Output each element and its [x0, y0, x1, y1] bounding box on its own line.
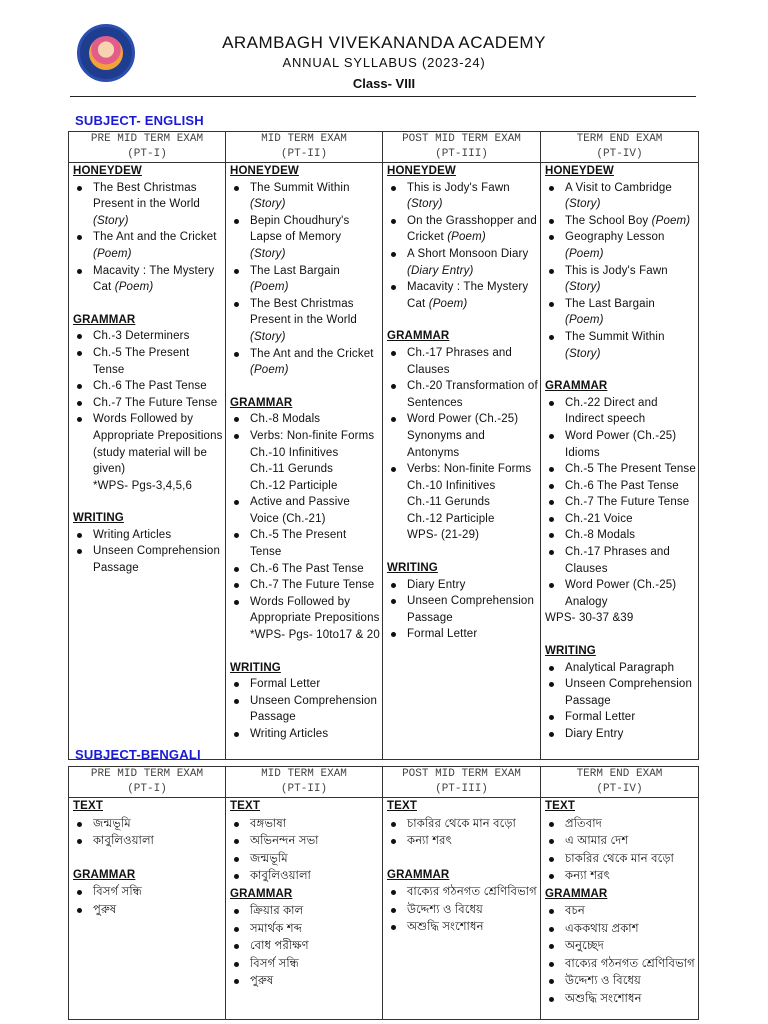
item-note: (Poem)	[250, 281, 289, 294]
subject-english-heading: SUBJECT- ENGLISH	[75, 113, 204, 128]
item-subtext: WPS- (21-29)	[407, 529, 480, 542]
list-item	[407, 180, 538, 213]
list-item: কন্যা শরৎ	[407, 833, 538, 851]
item-text: This is Jody's Fawn	[565, 264, 668, 277]
list	[545, 660, 696, 743]
list	[387, 816, 538, 851]
list-item: Unseen Comprehension Passage	[250, 693, 380, 726]
syllabus-title: ANNUAL SYLLABUS (2023-24)	[282, 55, 486, 70]
list-item: Active and Passive Voice (Ch.-21)	[250, 494, 380, 527]
item-text: A Visit to Cambridge	[565, 181, 672, 194]
column-header-pt4	[541, 132, 699, 163]
list-item: Diary Entry	[407, 577, 538, 594]
item-text: A Short Monsoon Diary	[407, 247, 529, 260]
list-item	[250, 263, 380, 296]
section-heading: WRITING	[73, 512, 124, 525]
item-text: Words Followed by Appropriate Prepositions (study material will be given)	[93, 413, 223, 476]
section-heading: TEXT	[73, 800, 103, 812]
list-item: Ch.-7 The Future Tense	[93, 395, 223, 412]
item-text: Macavity : The Mystery Cat	[407, 281, 529, 310]
column-code: (PT-II)	[280, 783, 328, 795]
item-text: The Last Bargain	[565, 297, 655, 310]
bengali-pt1-cell	[69, 798, 226, 1020]
section-heading: GRAMMAR	[230, 396, 293, 409]
item-text: Words Followed by Appropriate Prepositions	[250, 595, 380, 625]
item-text: This is Jody's Fawn	[407, 181, 510, 194]
section-heading: WRITING	[230, 661, 281, 674]
item-text: The Last Bargain	[250, 264, 340, 277]
list-item: সমার্থক শব্দ	[250, 921, 380, 939]
list-item: অনুচ্ছেদ	[565, 938, 696, 956]
section-heading: GRAMMAR	[545, 887, 608, 900]
list-item	[93, 263, 223, 296]
item-subtext: *WPS- Pgs- 10to17 & 20	[250, 629, 380, 642]
bengali-syllabus-table	[68, 766, 699, 1020]
subject-bengali-heading: SUBJECT-BENGALI	[75, 747, 201, 762]
list	[545, 816, 696, 886]
list-item	[407, 279, 538, 312]
section-heading: HONEYDEW	[73, 165, 142, 177]
list-item	[250, 296, 380, 346]
column-code: (PT-III)	[435, 783, 488, 795]
column-code: (PT-III)	[435, 148, 488, 160]
item-text: On the Grasshopper and Cricket	[407, 214, 537, 244]
list-item	[407, 461, 538, 544]
item-note: (Story)	[250, 330, 286, 343]
list-item: বাক্যের গঠনগত শ্রেণিবিভাগ	[407, 884, 538, 902]
list-item: Writing Articles	[250, 726, 380, 743]
list-item: অশুদ্ধি সংশোধন	[565, 991, 696, 1009]
list-item: বাক্যের গঠনগত শ্রেণিবিভাগ	[565, 956, 696, 974]
list-item: বঙ্গভাষা	[250, 816, 380, 834]
column-code: (PT-I)	[127, 148, 167, 160]
header-divider	[70, 96, 696, 97]
list-item: Diary Entry	[565, 726, 696, 743]
column-title: PRE MID TERM EXAM	[90, 768, 204, 780]
table-row	[69, 163, 699, 760]
list-item: Ch.-5 The Present Tense	[93, 345, 223, 378]
item-text: The Best Christmas Present in the World	[93, 181, 200, 211]
table-header-row	[69, 767, 699, 798]
item-text: Geography Lesson	[565, 231, 665, 244]
list	[73, 328, 223, 494]
list-item: Formal Letter	[565, 709, 696, 726]
list	[387, 180, 538, 313]
list-item: Unseen Comprehension Passage	[93, 543, 223, 576]
column-title: TERM END EXAM	[576, 768, 663, 780]
item-subtext: Ch.-12 Participle	[250, 479, 338, 492]
list-item: Word Power (Ch.-25) Analogy	[565, 577, 696, 610]
list-item: অভিনন্দন সভা	[250, 833, 380, 851]
list-item: বিসর্গ সন্ধি	[250, 956, 380, 974]
list-item: Ch.-7 The Future Tense	[565, 494, 696, 511]
section-heading: HONEYDEW	[545, 165, 614, 177]
list-item: Ch.-17 Phrases and Clauses	[407, 345, 538, 378]
item-text: The Ant and the Cricket	[93, 231, 217, 244]
list-item: Unseen Comprehension Passage	[565, 676, 696, 709]
list-item: চাকরির থেকে মান বড়ো	[565, 851, 696, 869]
item-note: (Story)	[93, 214, 129, 227]
list-item	[93, 411, 223, 494]
list	[545, 180, 696, 363]
item-note: (Poem)	[114, 281, 154, 294]
school-name: ARAMBAGH VIVEKANANDA ACADEMY	[222, 33, 546, 52]
item-text: The Ant and the Cricket	[250, 347, 374, 360]
list-item: এককথায় প্রকাশ	[565, 921, 696, 939]
list-item: Ch.-22 Direct and Indirect speech	[565, 395, 696, 428]
section-heading: GRAMMAR	[545, 380, 608, 393]
list-item: বোধ পরীক্ষণ	[250, 938, 380, 956]
list	[230, 903, 380, 991]
list	[545, 903, 696, 1008]
column-code: (PT-IV)	[596, 783, 643, 795]
list	[230, 816, 380, 886]
item-note: (Story)	[250, 198, 286, 211]
list-item: বিসর্গ সন্ধি	[93, 884, 223, 902]
list	[73, 816, 223, 851]
section-heading: GRAMMAR	[73, 313, 136, 326]
list-item: Ch.-8 Modals	[250, 411, 380, 428]
list	[230, 180, 380, 379]
list-item: বচন	[565, 903, 696, 921]
list-item: Ch.-6 The Past Tense	[250, 561, 380, 578]
list-item: Word Power (Ch.-25) Idioms	[565, 428, 696, 461]
list-item: Formal Letter	[407, 626, 538, 643]
item-note: (Diary Entry)	[407, 264, 474, 277]
list-item: Unseen Comprehension Passage	[407, 593, 538, 626]
section-heading: TEXT	[545, 800, 575, 812]
item-note: (Poem)	[651, 214, 691, 227]
bengali-pt2-cell	[226, 798, 383, 1020]
item-note: (Story)	[565, 281, 601, 294]
english-pt3-cell	[383, 163, 541, 760]
list	[73, 884, 223, 919]
list-item: পুরুষ	[250, 973, 380, 991]
column-header-pt1	[69, 132, 226, 163]
list-item: উদ্দেশ্য ও বিধেয়	[407, 902, 538, 920]
list-item	[565, 213, 696, 230]
item-subtext: Ch.-11 Gerunds	[407, 496, 491, 509]
item-note: (Poem)	[565, 314, 604, 327]
list-item: পুরুষ	[93, 902, 223, 920]
item-text: The Summit Within	[250, 181, 350, 194]
list-item	[93, 229, 223, 262]
list-item: Analytical Paragraph	[565, 660, 696, 677]
column-header-pt4	[541, 767, 699, 798]
section-heading: HONEYDEW	[387, 165, 456, 177]
list	[230, 676, 380, 742]
item-note: (Poem)	[565, 247, 604, 260]
item-note: (Story)	[565, 198, 601, 211]
list-item: অশুদ্ধি সংশোধন	[407, 919, 538, 937]
list-item	[565, 229, 696, 262]
english-pt1-cell	[69, 163, 226, 760]
document-header	[0, 32, 768, 94]
section-heading: GRAMMAR	[387, 868, 450, 881]
list-item: জন্মভূমি	[93, 816, 223, 834]
column-header-pt3	[383, 132, 541, 163]
item-subtext: Ch.-10 Infinitives	[407, 479, 496, 492]
item-text: The Best Christmas Present in the World	[250, 297, 357, 327]
item-note: (Story)	[565, 347, 601, 360]
list-item	[250, 594, 380, 644]
list-item: Ch.-8 Modals	[565, 527, 696, 544]
column-title: POST MID TERM EXAM	[402, 133, 521, 145]
column-title: MID TERM EXAM	[261, 133, 347, 145]
list-item	[250, 346, 380, 379]
list-item: উদ্দেশ্য ও বিধেয়	[565, 973, 696, 991]
wps-note: WPS- 30-37 &39	[545, 612, 634, 625]
section-heading: WRITING	[387, 562, 438, 575]
list-item	[250, 428, 380, 494]
list-item: কাবুলিওয়ালা	[250, 868, 380, 886]
item-note: (Story)	[407, 198, 443, 211]
list-item: Writing Articles	[93, 527, 223, 544]
list-item: চাকরির থেকে মান বড়ো	[407, 816, 538, 834]
list-item	[565, 263, 696, 296]
item-text: Bepin Choudhury's Lapse of Memory	[250, 214, 350, 244]
list-item	[565, 296, 696, 329]
list-item: Formal Letter	[250, 676, 380, 693]
column-title: PRE MID TERM EXAM	[90, 133, 204, 145]
item-text: Macavity : The Mystery Cat	[93, 264, 215, 294]
list-item	[407, 246, 538, 279]
list	[387, 884, 538, 937]
list-item: Ch.-21 Voice	[565, 511, 696, 528]
list-item: Word Power (Ch.-25) Synonyms and Antonyms	[407, 411, 538, 461]
list-item	[250, 180, 380, 213]
english-pt4-cell	[541, 163, 699, 760]
section-heading: GRAMMAR	[387, 330, 450, 343]
section-heading: TEXT	[387, 800, 417, 812]
list-item: Ch.-20 Transformation of Sentences	[407, 378, 538, 411]
list-item: ক্রিয়ার কাল	[250, 903, 380, 921]
item-subtext: Ch.-10 Infinitives	[250, 446, 339, 459]
list	[230, 411, 380, 643]
column-title: POST MID TERM EXAM	[402, 768, 521, 780]
list-item: Ch.-6 The Past Tense	[565, 478, 696, 495]
english-pt2-cell	[226, 163, 383, 760]
column-header-pt2	[226, 767, 383, 798]
item-text: Verbs: Non-finite Forms	[250, 429, 375, 442]
list-item: এ আমার দেশ	[565, 833, 696, 851]
section-heading: GRAMMAR	[73, 868, 136, 881]
table-row	[69, 798, 699, 1020]
list	[387, 577, 538, 643]
column-code: (PT-IV)	[596, 148, 643, 160]
bengali-pt3-cell	[383, 798, 541, 1020]
column-header-pt2	[226, 132, 383, 163]
list-item: Ch.-6 The Past Tense	[93, 378, 223, 395]
section-heading: TEXT	[230, 800, 260, 812]
list-item: Ch.-17 Phrases and Clauses	[565, 544, 696, 577]
list-item: প্রতিবাদ	[565, 816, 696, 834]
list	[73, 180, 223, 296]
item-subtext: Ch.-12 Participle	[407, 512, 495, 525]
item-note: (Poem)	[447, 231, 486, 244]
english-syllabus-table	[68, 131, 699, 760]
list-item: কাবুলিওয়ালা	[93, 833, 223, 851]
column-code: (PT-II)	[280, 148, 328, 160]
item-text: The Summit Within	[565, 330, 665, 343]
section-heading: HONEYDEW	[230, 165, 299, 177]
list-item: কন্যা শরৎ	[565, 868, 696, 886]
list-item	[250, 213, 380, 263]
column-header-pt3	[383, 767, 541, 798]
list-item: জন্মভূমি	[250, 851, 380, 869]
list-item: Ch.-5 The Present Tense	[565, 461, 696, 478]
item-note: (Story)	[250, 247, 286, 260]
bengali-pt4-cell	[541, 798, 699, 1020]
list-item: Ch.-7 The Future Tense	[250, 577, 380, 594]
section-heading: WRITING	[545, 645, 596, 658]
item-subtext: Ch.-11 Gerunds	[250, 463, 334, 476]
section-heading: GRAMMAR	[230, 887, 293, 900]
list	[545, 395, 696, 611]
list	[387, 345, 538, 544]
item-note: (Poem)	[250, 364, 289, 377]
list-item	[407, 213, 538, 246]
list-item	[93, 180, 223, 230]
item-note: (Poem)	[428, 297, 468, 310]
list	[73, 527, 223, 577]
item-text: The School Boy	[565, 214, 649, 227]
item-subtext: *WPS- Pgs-3,4,5,6	[93, 479, 193, 492]
list-item	[565, 329, 696, 362]
item-text: Verbs: Non-finite Forms	[407, 463, 532, 476]
list-item	[565, 180, 696, 213]
column-header-pt1	[69, 767, 226, 798]
list-item: Ch.-5 The Present Tense	[250, 527, 380, 560]
column-title: MID TERM EXAM	[261, 768, 347, 780]
class-label: Class- VIII	[352, 76, 416, 91]
column-title: TERM END EXAM	[576, 133, 663, 145]
list-item: Ch.-3 Determiners	[93, 328, 223, 345]
table-header-row	[69, 132, 699, 163]
column-code: (PT-I)	[127, 783, 167, 795]
item-note: (Poem)	[93, 247, 132, 260]
